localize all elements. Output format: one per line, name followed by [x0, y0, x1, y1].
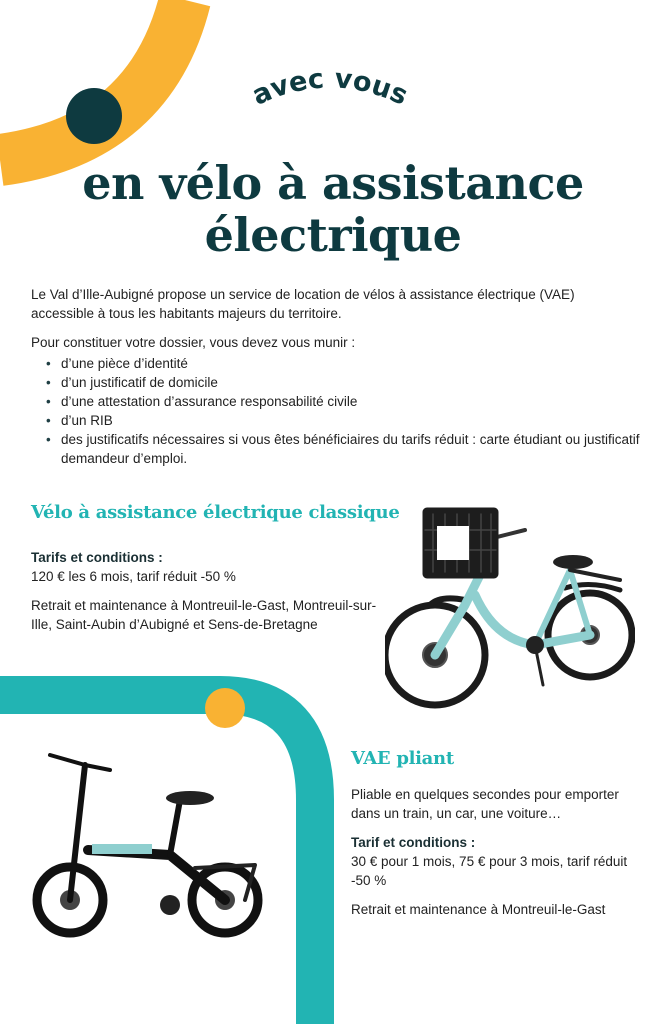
- classic-bike-info: [31, 548, 381, 634]
- classic-price: 120 € les 6 mois, tarif réduit -50 %: [31, 569, 236, 584]
- yellow-dot: [205, 688, 245, 728]
- folding-bike-info: [351, 785, 641, 919]
- folding-price: 30 € pour 1 mois, 75 € pour 3 mois, tarif réduit -50 %: [351, 854, 628, 888]
- document-item: • d’une attestation d’assurance responsabilité civile: [61, 392, 646, 411]
- classic-pickup: Retrait et maintenance à Montreuil-le-Gast, Montreuil-sur-Ille, Saint-Aubin d’Aubigné et Sens-de-Bretagne: [31, 598, 377, 632]
- folding-conditions-label: Tarif et conditions :: [351, 835, 476, 850]
- documents-list: [31, 354, 646, 468]
- folding-bike-title: VAE pliant: [351, 748, 454, 769]
- document-item: • d’un RIB: [61, 411, 646, 430]
- folding-description: Pliable en quelques secondes pour emporter dans un train, un car, une voiture…: [351, 787, 619, 821]
- folding-ebike-image: [30, 740, 270, 950]
- page-title-line1: en vélo à assistance: [82, 156, 584, 210]
- documents-section: [31, 333, 646, 468]
- documents-lead: Pour constituer votre dossier, vous devez vous munir :: [31, 335, 356, 350]
- kicker-text: avec vous: [247, 63, 413, 112]
- classic-conditions-label: Tarifs et conditions :: [31, 550, 163, 565]
- page-title-line2: électrique: [204, 208, 462, 262]
- document-item: • des justificatifs nécessaires si vous êtes bénéficiaires du tarifs réduit : carte étudiant ou justificatif demandeur d’emploi.: [61, 430, 646, 468]
- intro-paragraph: Le Val d’Ille-Aubigné propose un service de location de vélos à assistance électrique (VAE) accessible à tous les habitants majeurs du territoire.: [31, 287, 575, 321]
- folding-pickup: Retrait et maintenance à Montreuil-le-Gast: [351, 902, 606, 917]
- document-item: • d’un justificatif de domicile: [61, 373, 646, 392]
- classic-bike-title: Vélo à assistance électrique classique: [31, 502, 400, 523]
- kicker-arc-text: [220, 60, 440, 130]
- dark-dot: [66, 88, 122, 144]
- document-item: • d’une pièce d’identité: [61, 354, 646, 373]
- classic-ebike-image: [385, 500, 635, 720]
